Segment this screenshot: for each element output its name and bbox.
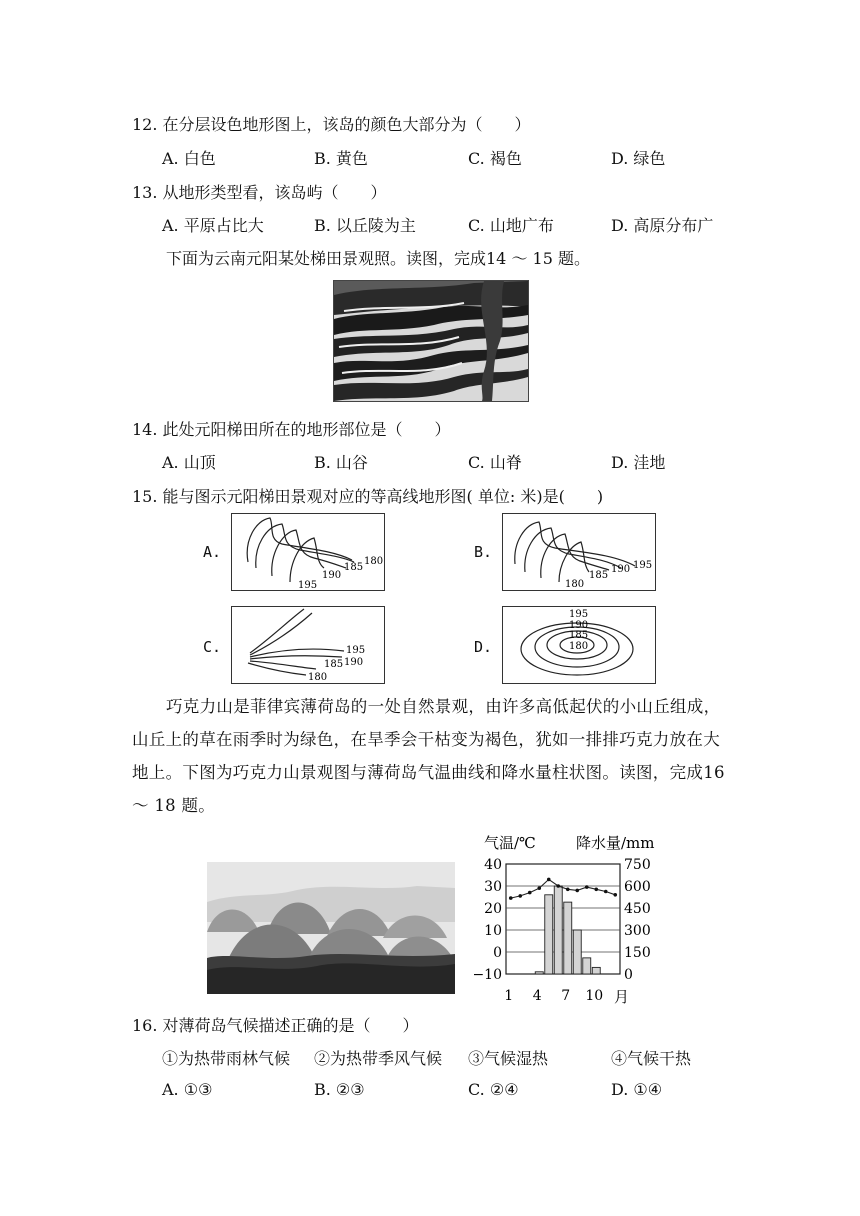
contour-d-label-195: 195 <box>569 609 589 620</box>
contour-a-label-190: 190 <box>322 570 342 581</box>
question-15-stem: 15. 能与图示元阳梯田景观对应的等高线地形图( 单位: 米)是( ) <box>132 487 604 506</box>
q16-statement-1: ①为热带雨林气候 <box>162 1049 291 1068</box>
chart-ytick-left: 0 <box>493 945 502 961</box>
q13-option-b[interactable]: B. 以丘陵为主 <box>314 216 416 235</box>
temperature-point <box>613 893 617 897</box>
q16-statement-3: ③气候湿热 <box>468 1049 549 1068</box>
temperature-point <box>575 889 579 893</box>
chocolate-hills-photo <box>207 862 455 994</box>
chart-ytick-left: −10 <box>474 967 502 983</box>
q16-statement-4: ④气候干热 <box>611 1049 692 1068</box>
contour-map-a[interactable] <box>231 513 385 591</box>
contour-c-label-195: 195 <box>346 645 366 656</box>
q13-option-a[interactable]: A. 平原占比大 <box>162 216 264 235</box>
question-13-stem: 13. 从地形类型看，该岛屿（ ） <box>132 183 387 202</box>
q12-option-b[interactable]: B. 黄色 <box>314 149 368 168</box>
contour-b-label-185: 185 <box>589 570 609 581</box>
chart-ytick-right: 0 <box>624 967 633 983</box>
contour-d-label-180: 180 <box>569 641 589 652</box>
contour-a-label-185: 185 <box>344 562 364 573</box>
temperature-point <box>594 888 598 892</box>
q12-option-a[interactable]: A. 白色 <box>162 149 216 168</box>
contour-d-letter[interactable]: D. <box>474 638 493 656</box>
precipitation-bar <box>545 895 553 974</box>
intro-terraces: 下面为云南元阳某处梯田景观照。读图，完成14 ～ 15 题。 <box>166 249 590 268</box>
chart-ytick-left: 10 <box>484 923 502 939</box>
temperature-point <box>547 878 551 882</box>
q14-option-c[interactable]: C. 山脊 <box>468 453 522 472</box>
chart-xlabel: 月 <box>614 988 630 1006</box>
precipitation-bar <box>592 967 600 974</box>
contour-b-label-180: 180 <box>565 579 585 590</box>
contour-a-label-195: 195 <box>298 580 318 590</box>
chart-xtick: 7 <box>561 988 571 1004</box>
temperature-point <box>528 891 532 895</box>
q14-option-a[interactable]: A. 山顶 <box>162 453 216 472</box>
contour-a-letter[interactable]: A. <box>203 543 222 561</box>
question-12-stem: 12. 在分层设色地形图上，该岛的颜色大部分为（ ） <box>132 115 531 134</box>
contour-b-label-190: 190 <box>611 564 631 575</box>
contour-map-b[interactable] <box>502 513 656 591</box>
q14-option-b[interactable]: B. 山谷 <box>314 453 368 472</box>
temperature-point <box>509 896 513 900</box>
chart-frame <box>506 864 620 974</box>
contour-d-label-190: 190 <box>569 620 589 631</box>
q16-statement-2: ②为热带季风气候 <box>314 1049 443 1068</box>
precipitation-bar <box>583 958 591 974</box>
chart-xtick: 1 <box>504 988 514 1004</box>
q14-option-d[interactable]: D. 洼地 <box>611 453 666 472</box>
intro-chocolate-hills <box>132 690 732 822</box>
temperature-line <box>511 879 616 898</box>
question-16-stem: 16. 对薄荷岛气候描述正确的是（ ） <box>132 1016 419 1035</box>
q12-option-c[interactable]: C. 褐色 <box>468 149 522 168</box>
chart-ytick-right: 750 <box>624 857 651 873</box>
temperature-point <box>604 890 608 894</box>
contour-c-letter[interactable]: C. <box>203 638 222 656</box>
temperature-point <box>537 886 541 890</box>
contour-c-label-190: 190 <box>344 657 364 668</box>
chart-ytick-left: 20 <box>484 901 502 917</box>
precipitation-bar <box>535 972 543 974</box>
q13-option-d[interactable]: D. 高原分布广 <box>611 216 714 235</box>
temperature-point <box>518 894 522 898</box>
terrace-photo <box>333 280 529 402</box>
contour-a-label-180: 180 <box>364 556 384 567</box>
q16-option-a[interactable]: A. ①③ <box>162 1080 213 1099</box>
contour-map-d[interactable] <box>502 606 656 684</box>
q13-option-c[interactable]: C. 山地广布 <box>468 216 554 235</box>
contour-b-letter[interactable]: B. <box>474 543 493 561</box>
contour-map-c[interactable] <box>231 606 385 684</box>
chart-xtick: 10 <box>585 988 604 1004</box>
contour-c-label-180: 180 <box>308 672 328 683</box>
chart-ytick-right: 300 <box>624 923 651 939</box>
chart-ytick-left: 40 <box>484 857 502 873</box>
temperature-point <box>585 885 589 889</box>
precipitation-bar <box>564 902 572 974</box>
chart-ytick-left: 30 <box>484 879 502 895</box>
q16-option-b[interactable]: B. ②③ <box>314 1080 365 1099</box>
chart-line <box>509 878 617 900</box>
precipitation-bar <box>573 930 581 974</box>
chart-grid <box>506 864 620 974</box>
precipitation-bar <box>554 886 562 974</box>
chart-ylabel-right: 降水量/mm <box>576 834 655 852</box>
intro-chocolate-hills-text: 巧克力山是菲律宾薄荷岛的一处自然景观，由许多高低起伏的小山丘组成，山丘上的草在雨季时为绿色，在旱季会干枯变为褐色，犹如一排排巧克力放在大地上。下图为巧克力山景观图与薄荷岛气温曲线和降水量柱状图。读图，完成16 ～ 18 题。 <box>132 697 725 815</box>
climate-chart <box>474 830 674 1006</box>
contour-d-label-185: 185 <box>569 630 589 641</box>
temperature-point <box>566 888 570 892</box>
q12-option-d[interactable]: D. 绿色 <box>611 149 666 168</box>
q16-option-d[interactable]: D. ①④ <box>611 1080 663 1099</box>
chart-xtick: 4 <box>532 988 542 1004</box>
question-14-stem: 14. 此处元阳梯田所在的地形部位是（ ） <box>132 420 451 439</box>
temperature-point <box>556 884 560 888</box>
contour-b-label-195: 195 <box>633 560 653 571</box>
contour-c-label-185: 185 <box>324 659 344 670</box>
chart-ytick-right: 150 <box>624 945 651 961</box>
chart-ytick-right: 450 <box>624 901 651 917</box>
q16-option-c[interactable]: C. ②④ <box>468 1080 519 1099</box>
chart-ytick-right: 600 <box>624 879 651 895</box>
chart-ylabel-left: 气温/℃ <box>484 834 536 852</box>
